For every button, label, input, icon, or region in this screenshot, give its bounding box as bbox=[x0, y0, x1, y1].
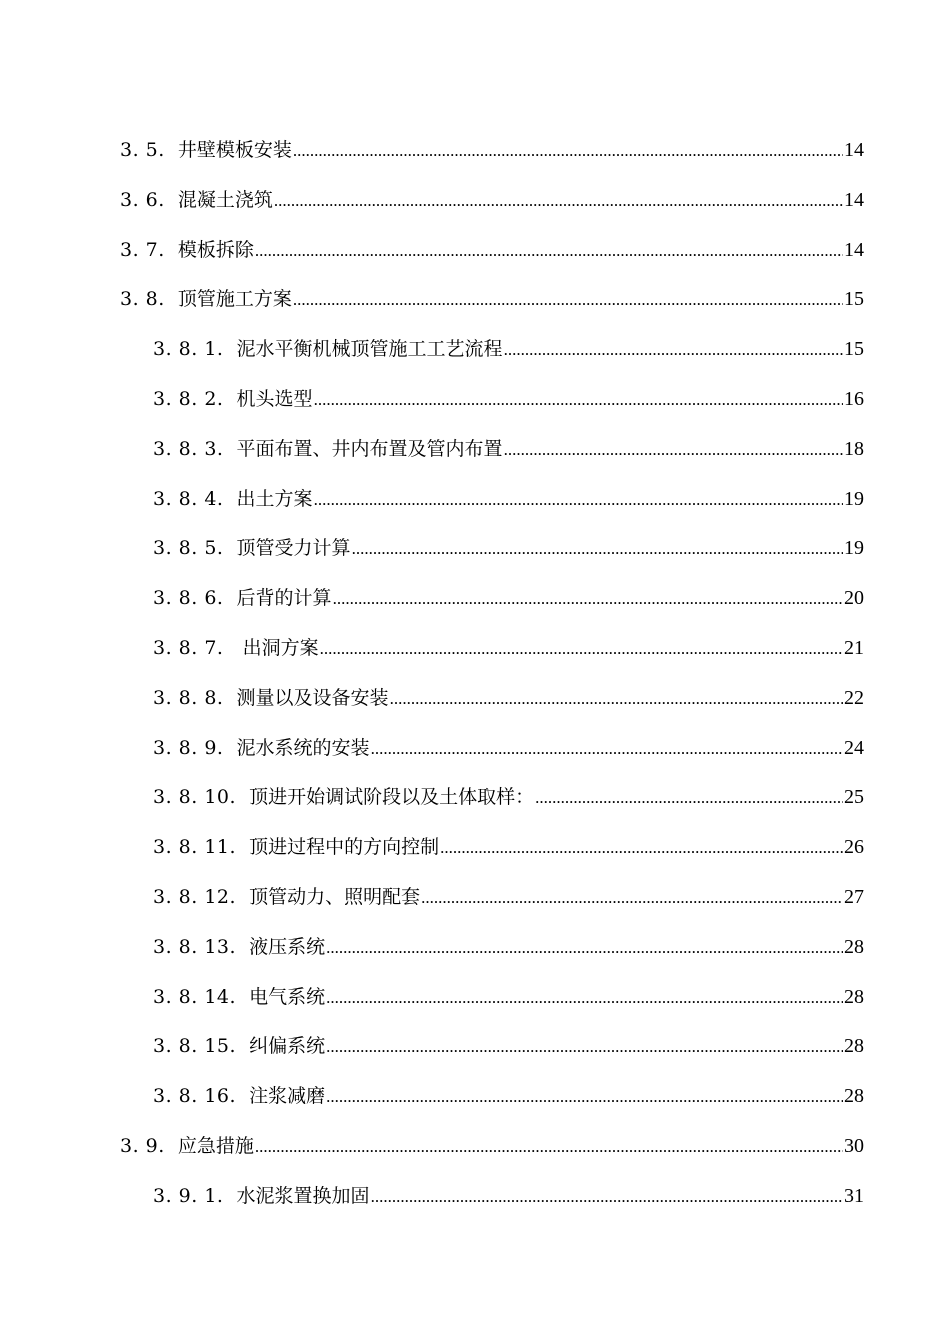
toc-number: 3. 8. 4. bbox=[153, 487, 237, 510]
toc-title: 顶进过程中的方向控制 bbox=[249, 836, 440, 859]
toc-number: 3. 8. 5. bbox=[153, 537, 237, 560]
dot-leader bbox=[352, 524, 843, 574]
toc-title: 顶进开始调试阶段以及土体取样： bbox=[249, 786, 535, 809]
dot-leader bbox=[371, 724, 843, 774]
dot-leader bbox=[314, 375, 843, 425]
toc-page-number: 15 bbox=[844, 288, 864, 311]
toc-entry[interactable] bbox=[0, 425, 950, 475]
toc-page-number: 28 bbox=[844, 1035, 864, 1058]
toc-number: 3. 8. 3. bbox=[153, 437, 237, 460]
dot-leader bbox=[326, 1072, 843, 1122]
toc-entry[interactable] bbox=[0, 475, 950, 525]
toc-entry[interactable] bbox=[0, 126, 950, 176]
toc-number: 3. 8. 14. bbox=[153, 985, 250, 1008]
dot-leader bbox=[326, 1022, 843, 1072]
toc-title: 模板拆除 bbox=[177, 238, 254, 261]
dot-leader bbox=[371, 1172, 843, 1222]
toc-number: 3. 8. 11. bbox=[153, 836, 250, 859]
toc-number: 3. 9. bbox=[120, 1134, 178, 1157]
toc-entry[interactable] bbox=[0, 375, 950, 425]
toc-page-number: 21 bbox=[844, 636, 864, 659]
toc-page-number: 19 bbox=[844, 537, 864, 560]
toc-title: 顶管动力、照明配套 bbox=[249, 885, 421, 908]
dot-leader bbox=[535, 773, 843, 823]
toc-entry[interactable] bbox=[0, 724, 950, 774]
toc-page-number: 14 bbox=[844, 238, 864, 261]
toc-page-number: 28 bbox=[844, 935, 864, 958]
toc-page-number: 24 bbox=[844, 736, 864, 759]
toc-entry[interactable] bbox=[0, 1122, 950, 1172]
toc-number: 3. 8. 8. bbox=[153, 686, 237, 709]
toc-page-number: 26 bbox=[844, 836, 864, 859]
toc-entry[interactable] bbox=[0, 524, 950, 574]
toc-entry[interactable] bbox=[0, 624, 950, 674]
toc-entry[interactable] bbox=[0, 773, 950, 823]
toc-page-number: 16 bbox=[844, 387, 864, 410]
toc-page-number: 14 bbox=[844, 188, 864, 211]
dot-leader bbox=[314, 475, 843, 525]
toc-number: 3. 8. 6. bbox=[153, 587, 237, 610]
toc-number: 3. 8. 12. bbox=[153, 885, 250, 908]
toc-number: 3. 8. 13. bbox=[153, 935, 250, 958]
dot-leader bbox=[326, 923, 843, 973]
dot-leader bbox=[255, 226, 843, 276]
toc-number: 3. 8. 1. bbox=[153, 338, 237, 361]
toc-number: 3. 9. 1. bbox=[153, 1184, 237, 1207]
toc-title: 出洞方案 bbox=[236, 636, 319, 659]
toc-title: 水泥浆置换加固 bbox=[236, 1184, 370, 1207]
toc-title: 应急措施 bbox=[177, 1134, 254, 1157]
toc-entry[interactable] bbox=[0, 325, 950, 375]
toc-number: 3. 8. 9. bbox=[153, 736, 237, 759]
toc-number: 3. 8. 2. bbox=[153, 387, 237, 410]
toc-title: 顶管施工方案 bbox=[177, 288, 292, 311]
dot-leader bbox=[333, 574, 843, 624]
dot-leader bbox=[274, 176, 843, 226]
toc-entry[interactable] bbox=[0, 275, 950, 325]
toc-number: 3. 8. 7. bbox=[153, 636, 237, 659]
toc-number: 3. 6. bbox=[120, 188, 178, 211]
toc-title: 泥水系统的安装 bbox=[236, 736, 370, 759]
toc-page-number: 27 bbox=[844, 885, 864, 908]
dot-leader bbox=[293, 275, 843, 325]
toc-page-number: 25 bbox=[844, 786, 864, 809]
toc-title: 泥水平衡机械顶管施工工艺流程 bbox=[236, 338, 503, 361]
toc-title: 后背的计算 bbox=[236, 587, 332, 610]
toc-title: 液压系统 bbox=[249, 935, 326, 958]
dot-leader bbox=[255, 1122, 843, 1172]
toc-title: 测量以及设备安装 bbox=[236, 686, 389, 709]
toc-number: 3. 8. bbox=[120, 288, 178, 311]
table-of-contents bbox=[0, 126, 950, 1222]
toc-number: 3. 7. bbox=[120, 238, 178, 261]
toc-title: 出土方案 bbox=[236, 487, 313, 510]
toc-number: 3. 8. 16. bbox=[153, 1085, 250, 1108]
toc-title: 井壁模板安装 bbox=[177, 139, 292, 161]
toc-entry[interactable] bbox=[0, 574, 950, 624]
toc-page-number: 14 bbox=[844, 139, 864, 161]
toc-entry[interactable] bbox=[0, 226, 950, 276]
toc-entry[interactable] bbox=[0, 674, 950, 724]
toc-page-number: 28 bbox=[844, 985, 864, 1008]
toc-page-number: 31 bbox=[844, 1184, 864, 1207]
toc-entry[interactable] bbox=[0, 1022, 950, 1072]
toc-page-number: 18 bbox=[844, 437, 864, 460]
toc-title: 混凝土浇筑 bbox=[177, 188, 273, 211]
toc-title: 电气系统 bbox=[249, 985, 326, 1008]
toc-page-number: 28 bbox=[844, 1085, 864, 1108]
dot-leader bbox=[440, 823, 843, 873]
toc-number: 3. 5. bbox=[120, 139, 178, 161]
toc-entry[interactable] bbox=[0, 176, 950, 226]
toc-number: 3. 8. 10. bbox=[153, 786, 250, 809]
toc-page-number: 20 bbox=[844, 587, 864, 610]
dot-leader bbox=[504, 425, 843, 475]
toc-title: 机头选型 bbox=[236, 387, 313, 410]
toc-title: 纠偏系统 bbox=[249, 1035, 326, 1058]
toc-number: 3. 8. 15. bbox=[153, 1035, 250, 1058]
dot-leader bbox=[293, 126, 843, 176]
dot-leader bbox=[421, 873, 843, 923]
toc-page-number: 30 bbox=[844, 1134, 864, 1157]
dot-leader bbox=[326, 973, 843, 1023]
toc-title: 顶管受力计算 bbox=[236, 537, 351, 560]
toc-entry[interactable] bbox=[0, 973, 950, 1023]
toc-entry[interactable] bbox=[0, 923, 950, 973]
toc-page-number: 15 bbox=[844, 338, 864, 361]
dot-leader bbox=[320, 624, 843, 674]
toc-entry[interactable] bbox=[0, 823, 950, 873]
toc-entry[interactable] bbox=[0, 1172, 950, 1222]
toc-title: 注浆减磨 bbox=[249, 1085, 326, 1108]
toc-entry[interactable] bbox=[0, 873, 950, 923]
toc-entry[interactable] bbox=[0, 1072, 950, 1122]
dot-leader bbox=[504, 325, 843, 375]
toc-title: 平面布置、井内布置及管内布置 bbox=[236, 437, 503, 460]
toc-page-number: 19 bbox=[844, 487, 864, 510]
toc-page-number: 22 bbox=[844, 686, 864, 709]
dot-leader bbox=[390, 674, 843, 724]
